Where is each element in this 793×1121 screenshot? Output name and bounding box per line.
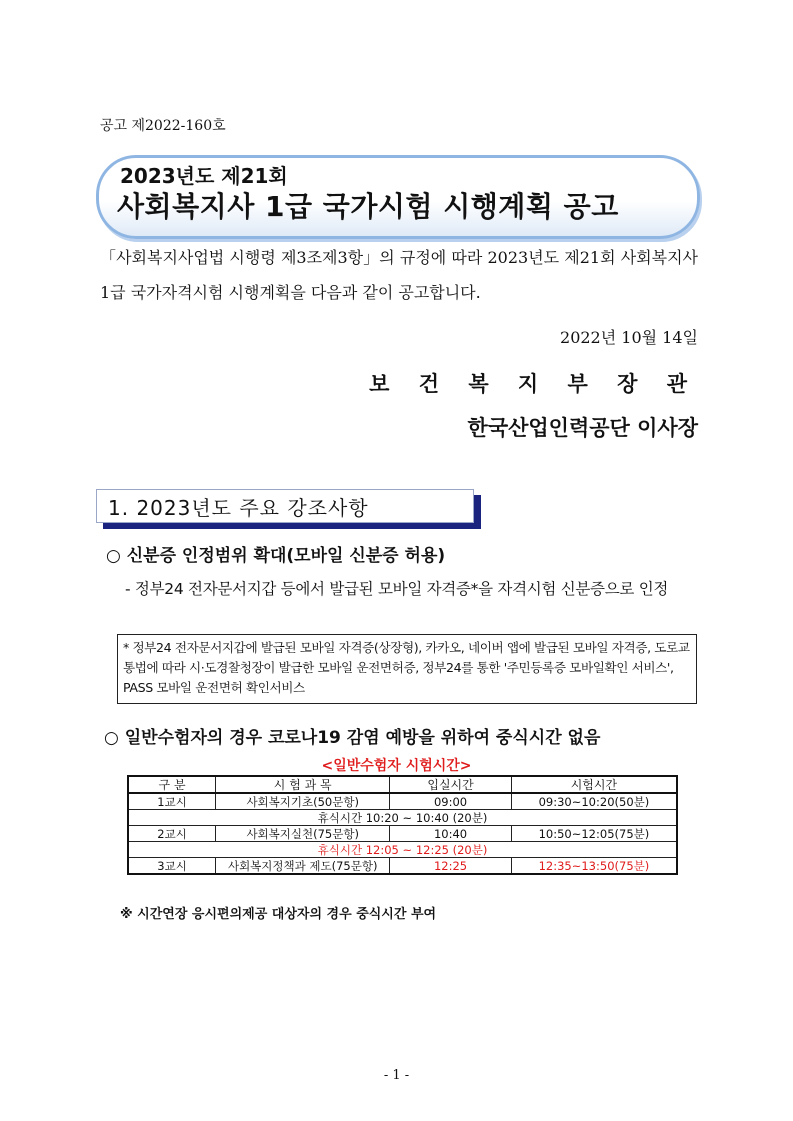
cell-entry: 09:00 [390, 793, 512, 810]
break-1: 휴식시간 10:20 ~ 10:40 (20분) [128, 810, 677, 826]
cell-period: 1교시 [128, 793, 216, 810]
cell-entry: 10:40 [390, 826, 512, 842]
header-subject: 시 험 과 목 [216, 776, 390, 793]
issuer-ministry: 보 건 복 지 부 장 관 [369, 372, 698, 396]
cell-period: 2교시 [128, 826, 216, 842]
intro-paragraph: 「사회복지사업법 시행령 제3조제3항」의 규정에 따라 2023년도 제21회 사회복지사 1급 국가자격시험 시행계획을 다음과 같이 공고합니다. [100, 248, 698, 302]
banner-title: 사회복지사 1급 국가시험 시행계획 공고 [117, 190, 619, 223]
header-time: 시험시간 [511, 776, 677, 793]
cell-subject: 사회복지실천(75문항) [216, 826, 390, 842]
table-header-row [128, 776, 677, 793]
schedule-table [127, 775, 678, 875]
cell-time: 09:30~10:20(50분) [511, 793, 677, 810]
section-heading: 1. 2023년도 주요 강조사항 [108, 496, 369, 520]
cell-period: 3교시 [128, 858, 216, 875]
bullet-no-lunch: ○ 일반수험자의 경우 코로나19 감염 예방을 위하여 중식시간 없음 [104, 728, 601, 748]
break-2: 휴식시간 12:05 ~ 12:25 (20분) [128, 842, 677, 858]
table-row [128, 793, 677, 810]
table-row [128, 858, 677, 875]
cell-time: 10:50~12:05(75분) [511, 826, 677, 842]
bullet-id-expansion: ○ 신분증 인정범위 확대(모바일 신분증 허용) [106, 546, 446, 566]
notice-number: 공고 제2022-160호 [100, 118, 226, 134]
table-row [128, 826, 677, 842]
cell-subject: 사회복지기초(50문항) [216, 793, 390, 810]
page-number: - 1 - [383, 1068, 410, 1083]
banner-subtitle: 2023년도 제21회 [120, 164, 288, 188]
header-period: 구 분 [128, 776, 216, 793]
cell-subject: 사회복지정책과 제도(75문항) [216, 858, 390, 875]
table-break-row [128, 810, 677, 826]
table-break-row [128, 842, 677, 858]
issuer-agency: 한국산업인력공단 이사장 [467, 416, 698, 440]
dash-mobile-license: - 정부24 전자문서지갑 등에서 발급된 모바일 자격증*을 자격시험 신분증으로 인정 [125, 580, 669, 598]
footnote-text: * 정부24 전자문서지갑에 발급된 모바일 자격증(상장형), 카카오, 네이버 앱에 발급된 모바일 자격증, 도로교통법에 따라 시·도경찰청장이 발급한 모바일 운전면허증, 정부24를 통한 '주민등록증 모바일확인 서비스', PASS 모바일 운전면허 확인서비스 [123, 640, 690, 695]
cell-entry: 12:25 [390, 858, 512, 875]
lunch-remark: ※ 시간연장 응시편의제공 대상자의 경우 중식시간 부여 [120, 907, 437, 922]
schedule-caption: <일반수험자 시험시간> [321, 758, 472, 774]
header-entry: 입실시간 [390, 776, 512, 793]
cell-time: 12:35~13:50(75분) [511, 858, 677, 875]
notice-date: 2022년 10월 14일 [560, 328, 698, 347]
